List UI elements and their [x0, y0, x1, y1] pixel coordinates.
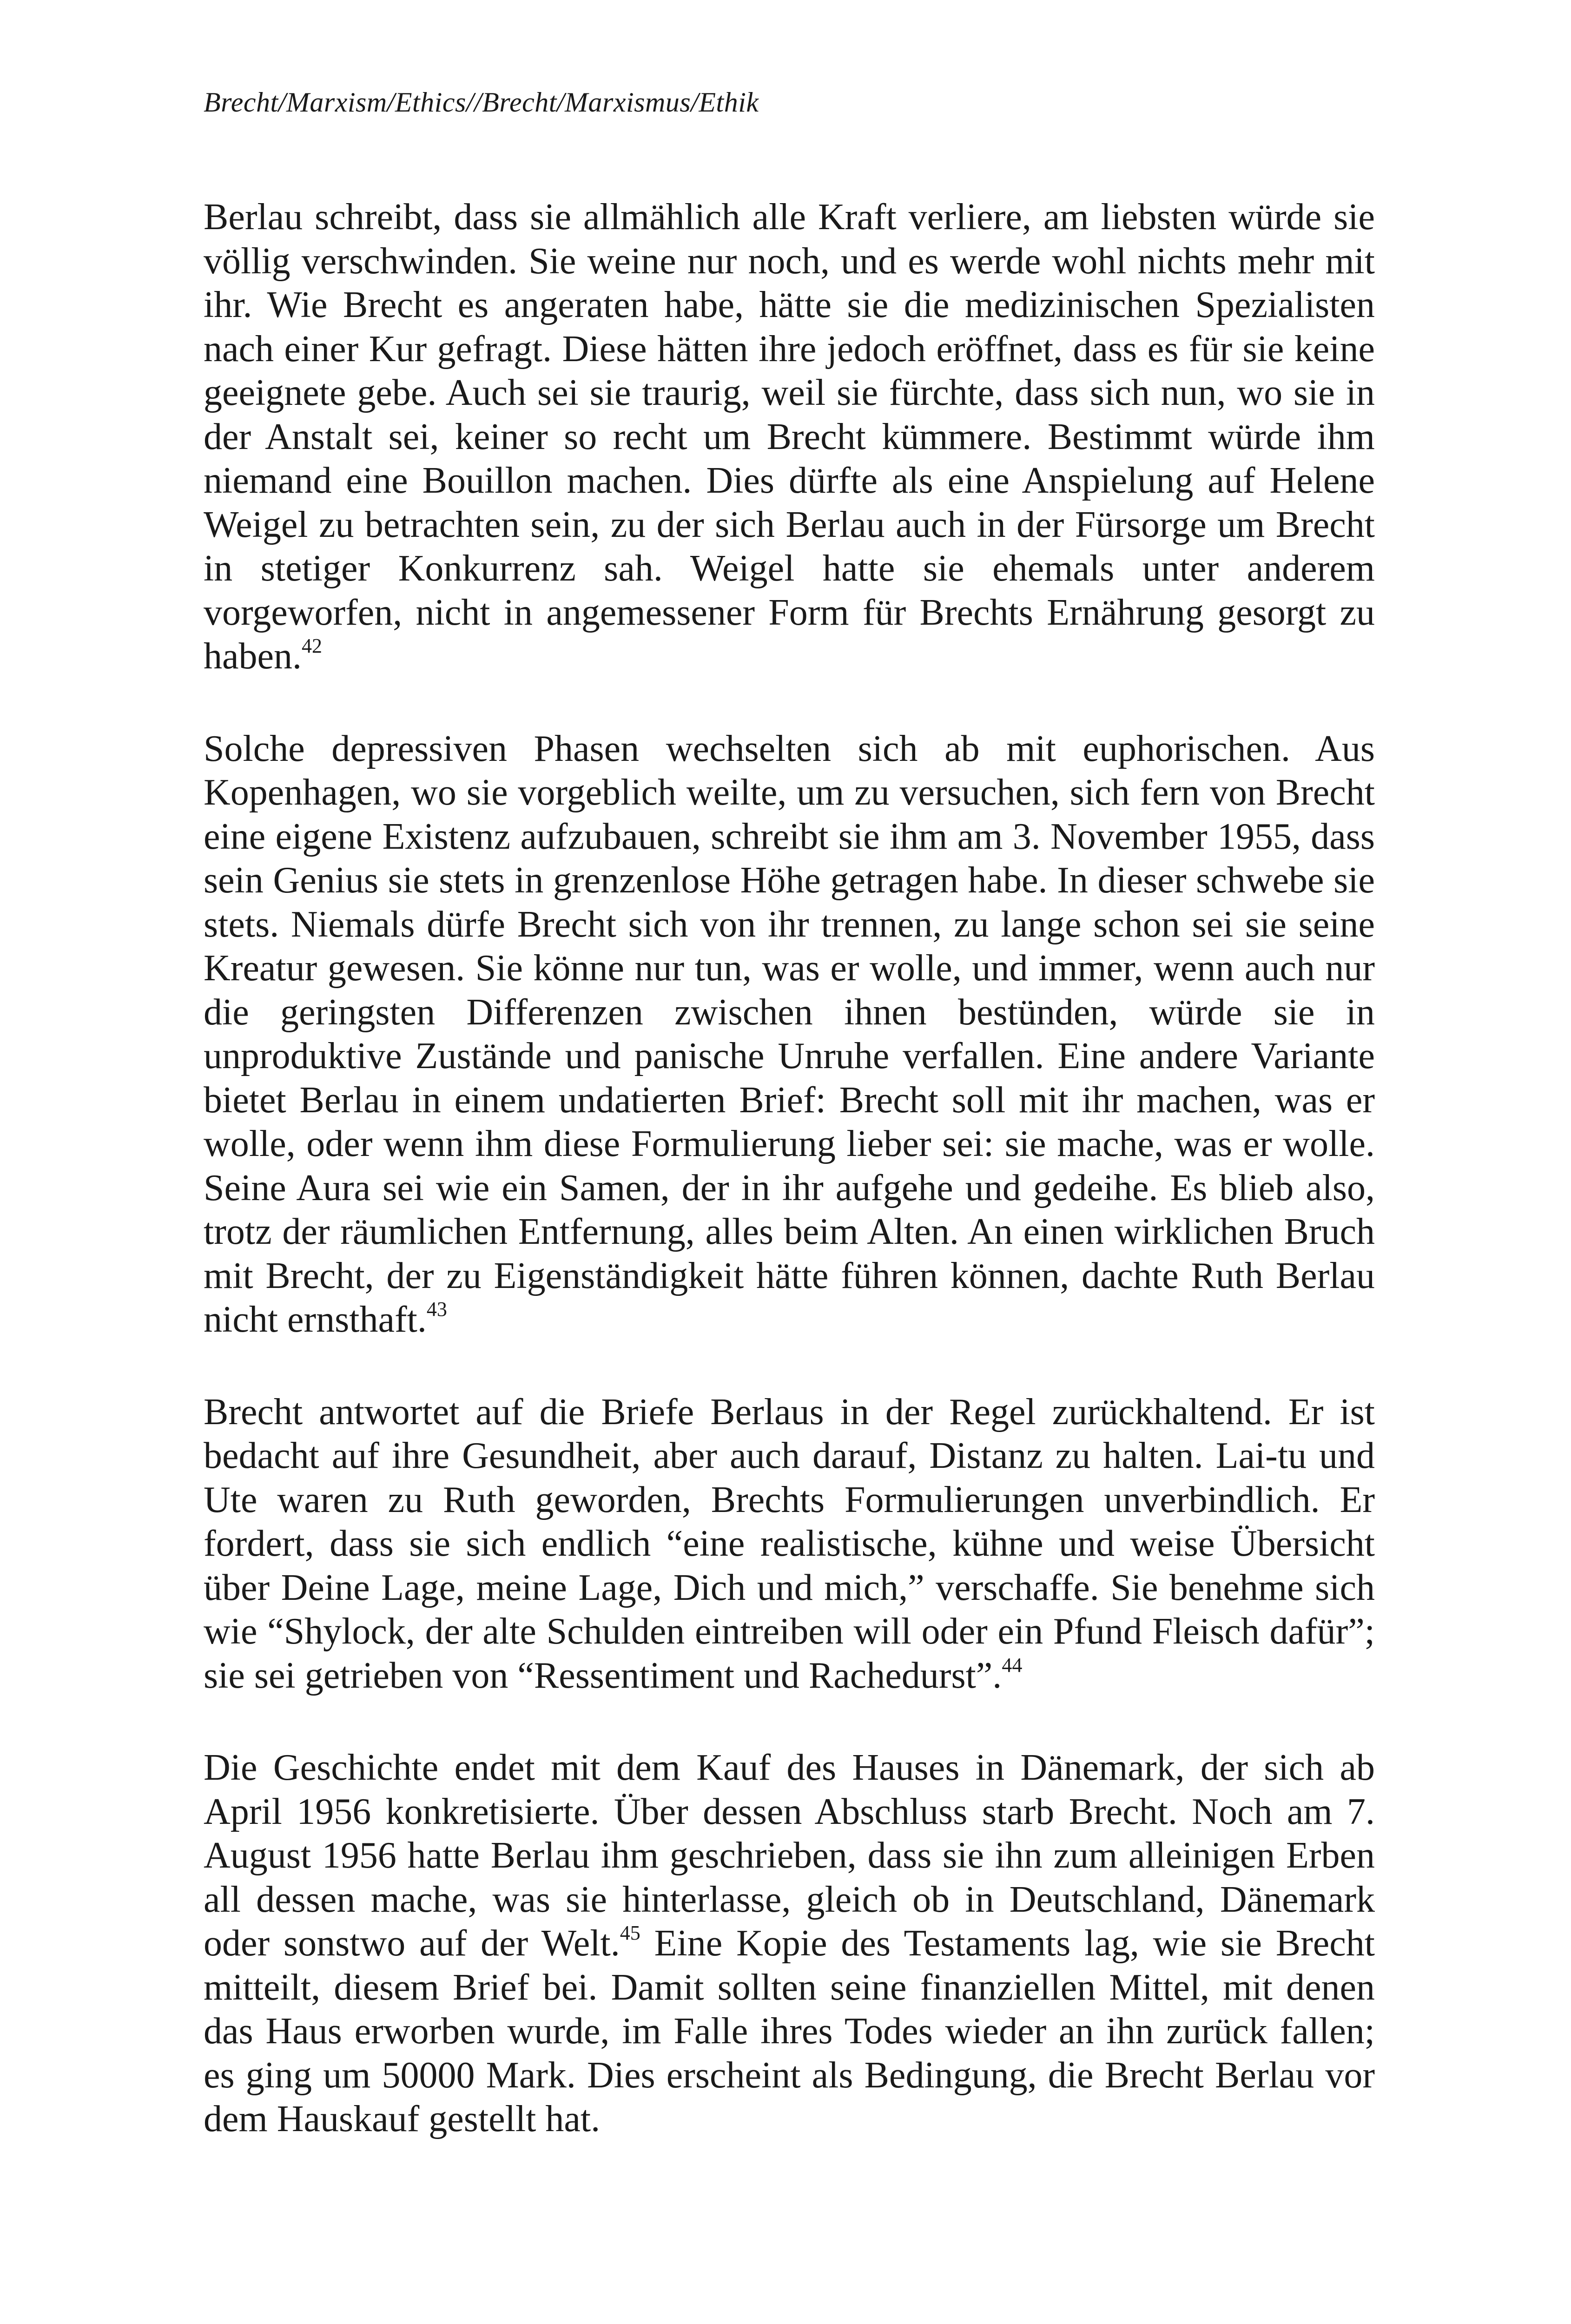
- paragraph-3: [204, 1390, 1375, 1698]
- footnote-ref-43[interactable]: 43: [426, 1298, 447, 1320]
- paragraph-3-text: Brecht antwortet auf die Briefe Berlaus in der Regel zurückhaltend. Er ist bedacht auf ihre Gesundheit, aber auch darauf, Distanz zu halten. Lai-tu und Ute waren zu Ruth geworden, Brechts Formulierungen unverbindlich. Er fordert, dass sie sich endlich “eine realistische, kühne und weise Übersicht über Deine Lage, meine Lage, Dich und mich,” verschaffe. Sie benehme sich wie “Shylock, der alte Schulden eintreiben will oder ein Pfund Fleisch dafür”; sie sei getrieben von “Ressentiment und Rachedurst”.: [204, 1391, 1375, 1696]
- footnote-ref-42[interactable]: 42: [302, 634, 323, 657]
- paragraph-4: [204, 1746, 1375, 2141]
- paragraph-2: [204, 727, 1375, 1342]
- paragraph-1-text: Berlau schreibt, dass sie allmählich alle Kraft verliere, am liebsten würde sie völlig verschwinden. Sie weine nur noch, und es werde wohl nichts mehr mit ihr. Wie Brecht es angeraten habe, hätte sie die medizinischen Spezialisten nach einer Kur gefragt. Diese hätten ihre jedoch eröffnet, dass es für sie keine geeignete gebe. Auch sei sie traurig, weil sie fürchte, dass sich nun, wo sie in der Anstalt sei, keiner so recht um Brecht kümmere. Bestimmt würde ihm niemand eine Bouillon machen. Dies dürfte als eine Anspielung auf Helene Weigel zu betrachten sein, zu der sich Berlau auch in der Fürsorge um Brecht in stetiger Konkurrenz sah. Weigel hatte sie ehemals unter anderem vorgeworfen, nicht in angemessener Form für Brechts Ernährung gesorgt zu haben.: [204, 197, 1375, 677]
- body-text: [204, 195, 1375, 2141]
- footnote-ref-45[interactable]: 45: [620, 1921, 640, 1944]
- paragraph-1: [204, 195, 1375, 679]
- paragraph-4-text-continued: Eine Kopie des Testaments lag, wie sie Brecht mitteilt, diesem Brief bei. Damit sollten seine finanziellen Mittel, mit denen das Haus erworben wurde, im Falle ihres Todes wieder an ihn zurück fallen; es ging um 50000 Mark. Dies erscheint als Bedingung, die Brecht Berlau vor dem Hauskauf gestellt hat.: [204, 1923, 1375, 2139]
- paragraph-4-text: Die Geschichte endet mit dem Kauf des Hauses in Dänemark, der sich ab April 1956 konkretisierte. Über dessen Abschluss starb Brecht. Noch am 7. August 1956 hatte Berlau ihm geschrieben, dass sie ihn zum alleinigen Erben all dessen mache, was sie hinterlasse, gleich ob in Deutschland, Dänemark oder sonstwo auf der Welt.: [204, 1747, 1375, 1964]
- paragraph-2-text: Solche depressiven Phasen wechselten sich ab mit euphorischen. Aus Kopenhagen, wo sie vorgeblich weilte, um zu versuchen, sich fern von Brecht eine eigene Existenz aufzubauen, schreibt sie ihm am 3. November 1955, dass sein Genius sie stets in grenzenlose Höhe getragen habe. In dieser schwebe sie stets. Niemals dürfe Brecht sich von ihr trennen, zu lange schon sei sie seine Kreatur gewesen. Sie könne nur tun, was er wolle, und immer, wenn auch nur die geringsten Differenzen zwischen ihnen bestünden, würde sie in unproduktive Zustände und panische Unruhe verfallen. Eine andere Variante bietet Berlau in einem undatierten Brief: Brecht soll mit ihr machen, was er wolle, oder wenn ihm diese Formulierung lieber sei: sie mache, was er wolle. Seine Aura sei wie ein Samen, der in ihr aufgehe und gedeihe. Es blieb also, trotz der räumlichen Entfernung, alles beim Alten. An einen wirklichen Bruch mit Brecht, der zu Eigenständigkeit hätte führen können, dachte Ruth Berlau nicht ernsthaft.: [204, 728, 1375, 1340]
- running-head: Brecht/Marxism/Ethics//Brecht/Marxismus/Ethik: [204, 87, 759, 118]
- footnote-ref-44[interactable]: 44: [1002, 1653, 1023, 1677]
